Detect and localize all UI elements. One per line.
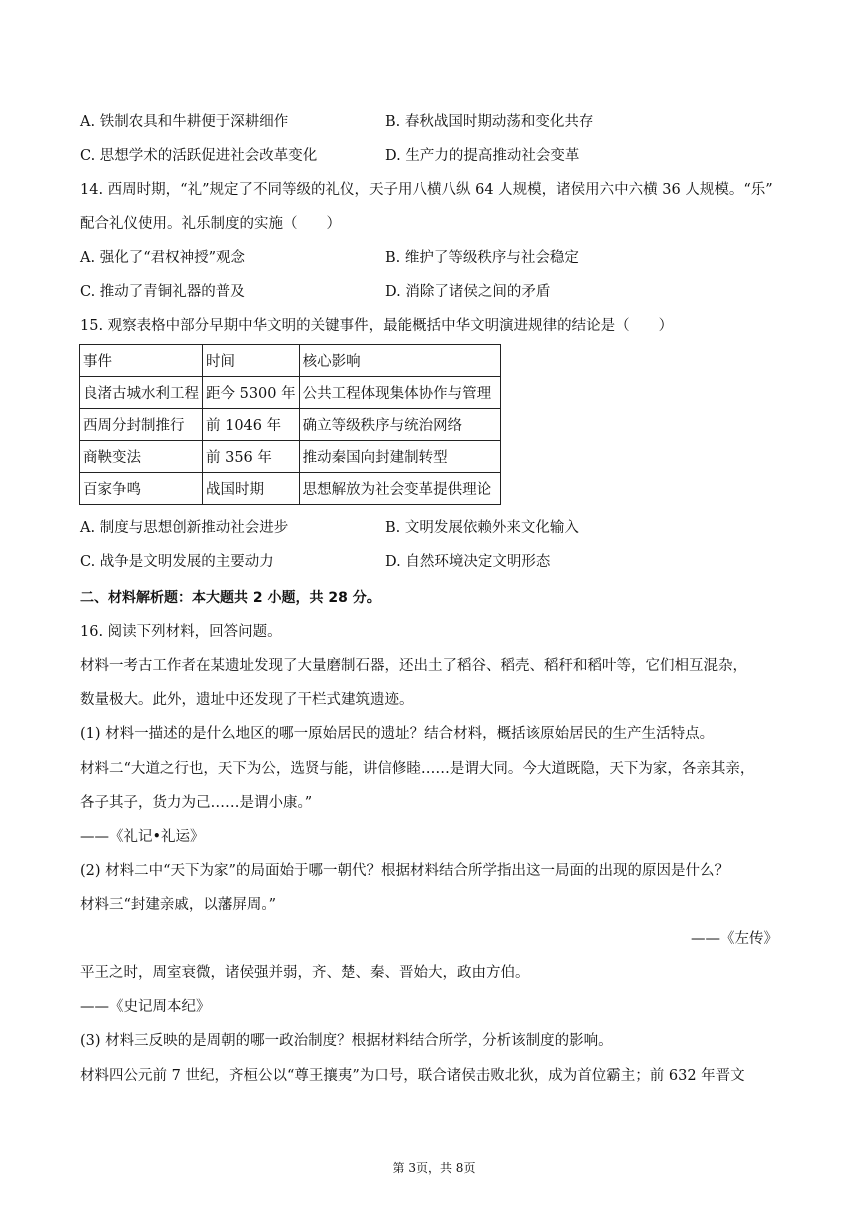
q15-option-c: C. 战争是文明发展的主要动力	[80, 554, 274, 570]
material-1-line2: 数量极大。此外，遗址中还发现了干栏式建筑遗迹。	[80, 692, 414, 708]
table-cell: 推动秦国向封建制转型	[299, 441, 500, 473]
question-part-2: (2) 材料二中“天下为家”的局面始于哪一朝代？根据材料结合所学指出这一局面的出现的原因是什么？	[80, 863, 729, 879]
events-table	[79, 344, 501, 505]
table-cell: 公共工程体现集体协作与管理	[299, 377, 500, 409]
table-row	[80, 473, 501, 505]
table-cell: 思想解放为社会变革提供理论	[299, 473, 500, 505]
section-heading: 二、材料解析题：本大题共 2 小题，共 28 分。	[80, 590, 381, 606]
material-3-source-2: ——《史记周本纪》	[80, 999, 211, 1015]
material-2-line1: 材料二“大道之行也，天下为公，选贤与能，讲信修睦……是谓大同。今大道既隐，天下为家，各亲其亲，	[80, 761, 755, 777]
table-cell: 距今 5300 年	[203, 377, 300, 409]
material-2-source: ——《礼记•礼运》	[80, 829, 205, 845]
question-part-3: (3) 材料三反映的是周朝的哪一政治制度？根据材料结合所学，分析该制度的影响。	[80, 1033, 613, 1049]
table-cell: 百家争鸣	[80, 473, 203, 505]
q15-option-d: D. 自然环境决定文明形态	[385, 554, 551, 570]
material-4-line1: 材料四公元前 7 世纪，齐桓公以“尊王攘夷”为口号，联合诸侯击败北狄，成为首位霸主；前 632 年晋文	[80, 1068, 745, 1084]
q14-stem-line1: 14. 西周时期，“礼”规定了不同等级的礼仪，天子用八横八纵 64 人规模，诸侯用六中六横 36 人规模。“乐”	[80, 182, 773, 198]
material-2-line2: 各子其子，货力为己……是谓小康。”	[80, 795, 313, 811]
q13-option-a: A. 铁制农具和牛耕便于深耕细作	[80, 114, 289, 130]
q15-option-b: B. 文明发展依赖外来文化输入	[385, 520, 579, 536]
table-cell: 良渚古城水利工程	[80, 377, 203, 409]
q14-option-b: B. 维护了等级秩序与社会稳定	[385, 250, 579, 266]
table-cell: 前 1046 年	[203, 409, 300, 441]
q13-option-d: D. 生产力的提高推动社会变革	[385, 148, 580, 164]
q14-option-d: D. 消除了诸侯之间的矛盾	[385, 284, 551, 300]
table-cell: 商鞅变法	[80, 441, 203, 473]
table-header-cell: 核心影响	[299, 345, 500, 377]
material-3-line1: 材料三“封建亲戚，以藩屏周。”	[80, 897, 277, 913]
table-row	[80, 377, 501, 409]
q14-option-c: C. 推动了青铜礼器的普及	[80, 284, 245, 300]
q15-stem: 15. 观察表格中部分早期中华文明的关键事件，最能概括中华文明演进规律的结论是（ ）	[80, 318, 674, 334]
table-row	[80, 441, 501, 473]
material-1-line1: 材料一考古工作者在某遗址发现了大量磨制石器，还出土了稻谷、稻壳、稻秆和稻叶等，它们相互混杂，	[80, 658, 747, 674]
q15-option-a: A. 制度与思想创新推动社会进步	[80, 520, 289, 536]
q14-stem-line2: 配合礼仪使用。礼乐制度的实施（ ）	[80, 216, 341, 232]
question-part-1: (1) 材料一描述的是什么地区的哪一原始居民的遗址？结合材料，概括该原始居民的生产生活特点。	[80, 726, 715, 742]
q13-option-c: C. 思想学术的活跃促进社会改革变化	[80, 148, 318, 164]
material-3-line2: 平王之时，周室衰微，诸侯强并弱，齐、楚、秦、晋始大，政由方伯。	[80, 965, 530, 981]
page-footer: 第 3页，共 8页	[392, 1161, 476, 1175]
q13-option-b: B. 春秋战国时期动荡和变化共存	[385, 114, 594, 130]
q14-option-a: A. 强化了“君权神授”观念	[80, 250, 246, 266]
table-header-cell: 事件	[80, 345, 203, 377]
material-3-source-1: ——《左传》	[691, 931, 778, 947]
table-cell: 确立等级秩序与统治网络	[299, 409, 500, 441]
table-header-row	[80, 345, 501, 377]
table-header-cell: 时间	[203, 345, 300, 377]
q16-stem: 16. 阅读下列材料，回答问题。	[80, 624, 282, 640]
table-cell: 西周分封制推行	[80, 409, 203, 441]
table-cell: 战国时期	[203, 473, 300, 505]
table-cell: 前 356 年	[203, 441, 300, 473]
table-row	[80, 409, 501, 441]
